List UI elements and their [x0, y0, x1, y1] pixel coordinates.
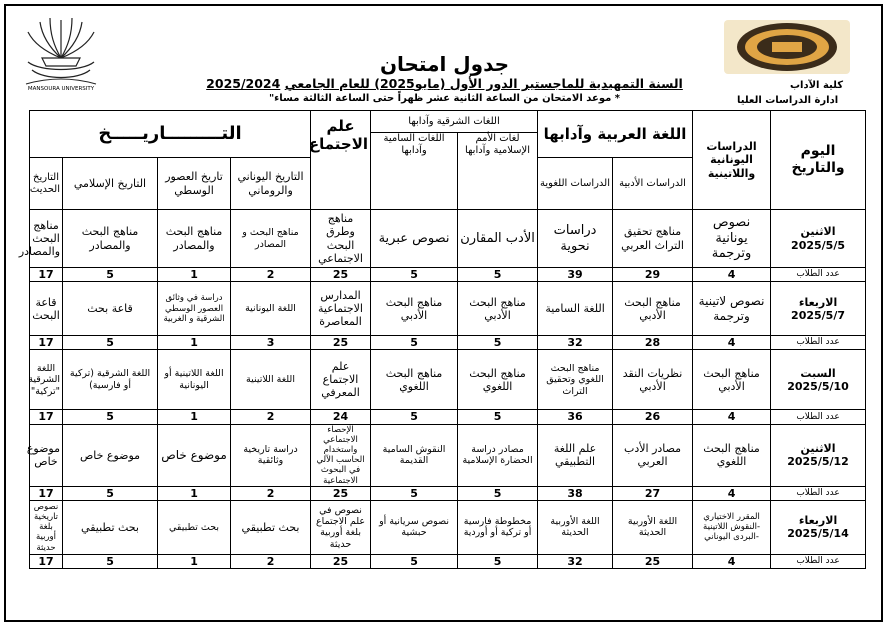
col-header-hist-islamic: التاريخ الإسلامي: [63, 158, 158, 210]
exam-subject: اللغة الشرقية "تركية": [30, 350, 63, 410]
col-header-arabic: اللغة العربية وآدابها: [538, 111, 693, 158]
col-header-hist-modern: التاريخ الحديث: [30, 158, 63, 210]
count-row: [30, 410, 866, 424]
student-count: 1: [158, 336, 231, 350]
col-header-semitic-langs: اللغات السامية وآدابها: [371, 133, 458, 210]
student-count: 2: [231, 410, 311, 424]
exam-subject: مناهج البحث الأدبي: [693, 350, 771, 410]
exam-subject: نصوص عبرية: [371, 210, 458, 268]
exam-subject: مناهج البحث والمصادر: [30, 210, 63, 268]
academic-year: 2025/2024: [206, 76, 281, 91]
exam-subject: دراسة تاريخية وثائقية: [231, 424, 311, 486]
student-count: 1: [158, 268, 231, 282]
student-count: 28: [613, 336, 693, 350]
student-count: 2: [231, 268, 311, 282]
day-date-cell: [771, 210, 866, 268]
student-count: 5: [63, 336, 158, 350]
student-count: 24: [311, 410, 371, 424]
col-header-hist-greek-roman: التاريخ اليوناني والروماني: [231, 158, 311, 210]
student-count: 4: [693, 336, 771, 350]
student-count: 2: [231, 486, 311, 500]
count-label: عدد الطلاب: [771, 410, 866, 424]
count-row: [30, 486, 866, 500]
student-count: 25: [311, 554, 371, 568]
exam-subject: مناهج البحث الأدبي: [371, 282, 458, 336]
exam-subject: اللغة الأوربية الحديثة: [613, 500, 693, 554]
exam-subject: الإحصاء الاجتماعي واستخدام الحاسب الآلي في البحوث الاجتماعية: [311, 424, 371, 486]
student-count: 38: [538, 486, 613, 500]
exam-time-note: * موعد الامتحان من الساعة الثانية عشر ظهراً حتى الساعة الثالثة مساء": [268, 93, 621, 104]
exam-subject: دراسات نحوية: [538, 210, 613, 268]
exam-subject: اللغة السامية: [538, 282, 613, 336]
table-row: [30, 350, 866, 410]
table-row: [30, 500, 866, 554]
day-name: الاربعاء: [798, 514, 838, 528]
student-count: 32: [538, 336, 613, 350]
faculty-name: كلية الآداب: [790, 80, 844, 91]
student-count: 5: [371, 336, 458, 350]
student-count: 5: [63, 486, 158, 500]
exam-subject: مصادر الأدب العربي: [613, 424, 693, 486]
col-header-greek-latin: الدراسات اليونانية واللاتينية: [693, 111, 771, 210]
exam-schedule-table: [18, 110, 866, 569]
student-count: 4: [693, 554, 771, 568]
exam-subject: بحث تطبيقي: [231, 500, 311, 554]
exam-subject: قاعة بحث: [63, 282, 158, 336]
col-header-eastern-langs: اللغات الشرقية وآدابها: [371, 111, 538, 133]
exam-subject: مناهج البحث والمصادر: [158, 210, 231, 268]
student-count: 25: [613, 554, 693, 568]
exam-date: 2025/5/14: [787, 527, 849, 541]
exam-subject: مصادر دراسة الحضارة الإسلامية: [458, 424, 538, 486]
col-header-hist-medieval: تاريخ العصور الوسطي: [158, 158, 231, 210]
exam-subject: مناهج البحث والمصادر: [63, 210, 158, 268]
exam-subject: نصوص لاتينية وترجمة: [693, 282, 771, 336]
subtitle-text: السنة التمهيدية للماجستير الدور الأول (مايو2025) للعام الجامعي: [284, 76, 683, 91]
exam-subject: مناهج البحث اللغوي: [371, 350, 458, 410]
exam-subject: قاعة البحث: [30, 282, 63, 336]
day-name: الاثنين: [800, 441, 836, 455]
day-name: الاربعاء: [798, 295, 838, 309]
day-date-cell: [771, 500, 866, 554]
exam-subject: مناهج البحث اللغوي: [693, 424, 771, 486]
table-row: [30, 424, 866, 486]
exam-subject: مناهج وطرق البحث الاجتماعي: [311, 210, 371, 268]
exam-subject: مخطوطة فارسية أو تركية أو أوردية: [458, 500, 538, 554]
exam-subject: نصوص سريانية أو حبشية: [371, 500, 458, 554]
exam-subject: مناهج تحقيق التراث العربي: [613, 210, 693, 268]
student-count: 25: [311, 486, 371, 500]
page-title: جدول امتحان: [379, 52, 510, 76]
exam-subject: اللغة اليونانية: [231, 282, 311, 336]
exam-date: 2025/5/7: [791, 308, 846, 322]
day-date-cell: [771, 424, 866, 486]
exam-date: 2025/5/10: [787, 379, 849, 393]
student-count: 2: [231, 554, 311, 568]
student-count: 17: [30, 410, 63, 424]
exam-subject: اللغة اللاتينية: [231, 350, 311, 410]
student-count: 3: [231, 336, 311, 350]
exam-subject: مناهج البحث اللغوي وتحقيق التراث: [538, 350, 613, 410]
col-header-sociology: علم الاجتماع: [311, 111, 371, 210]
student-count: 5: [458, 486, 538, 500]
exam-subject: النقوش السامية القديمة: [371, 424, 458, 486]
exam-subject: مناهج البحث الأدبي: [613, 282, 693, 336]
count-label: عدد الطلاب: [771, 554, 866, 568]
page-subtitle: [0, 76, 889, 91]
col-header-history: التـــــــــاريـــــخ: [30, 111, 311, 158]
exam-subject: موضوع خاص: [63, 424, 158, 486]
student-count: 25: [311, 336, 371, 350]
count-label: عدد الطلاب: [771, 486, 866, 500]
student-count: 5: [63, 268, 158, 282]
student-count: 5: [371, 268, 458, 282]
col-header-arabic-literary: الدراسات الأدبية: [613, 158, 693, 210]
table-row: [30, 210, 866, 268]
day-date-cell: [771, 282, 866, 336]
student-count: 26: [613, 410, 693, 424]
col-header-day: اليوم والتاريخ: [771, 111, 866, 210]
count-row: [30, 554, 866, 568]
student-count: 17: [30, 268, 63, 282]
exam-subject: علم الاجتماع المعرفي: [311, 350, 371, 410]
count-row: [30, 336, 866, 350]
student-count: 4: [693, 268, 771, 282]
exam-subject: موضوع خاص: [158, 424, 231, 486]
student-count: 5: [63, 554, 158, 568]
department-name: ادارة الدراسات العليا: [737, 95, 839, 106]
col-header-islamic-langs: لغات الأمم الإسلامية وآدابها: [458, 133, 538, 210]
exam-date: 2025/5/5: [791, 238, 846, 252]
svg-text:MANSOURA UNIVERSITY: MANSOURA UNIVERSITY: [27, 86, 95, 92]
student-count: 4: [693, 410, 771, 424]
student-count: 5: [458, 410, 538, 424]
student-count: 5: [63, 410, 158, 424]
exam-subject: اللغة الأوربية الحديثة: [538, 500, 613, 554]
student-count: 4: [693, 486, 771, 500]
student-count: 17: [30, 554, 63, 568]
student-count: 5: [371, 486, 458, 500]
student-count: 1: [158, 486, 231, 500]
exam-subject: نصوص في علم الاجتماع بلغة أوربية حديثة: [311, 500, 371, 554]
exam-subject: بحث تطبيقي: [63, 500, 158, 554]
student-count: 27: [613, 486, 693, 500]
day-name: الاثنين: [800, 225, 836, 239]
exam-subject: نصوص يونانية وترجمة: [693, 210, 771, 268]
count-row: [30, 268, 866, 282]
exam-date: 2025/5/12: [787, 455, 849, 469]
student-count: 5: [458, 268, 538, 282]
exam-subject: مناهج البحث اللغوي: [458, 350, 538, 410]
day-date-cell: [771, 350, 866, 410]
exam-subject: الأدب المقارن: [458, 210, 538, 268]
exam-subject: نصوص تاريخية بلغة أوربية حديثة: [30, 500, 63, 554]
student-count: 5: [458, 336, 538, 350]
exam-subject: المقرر الاختياري -النقوش اللاتينية -البردى اليوناني: [693, 500, 771, 554]
table-row: [30, 282, 866, 336]
student-count: 5: [371, 554, 458, 568]
exam-subject: علم اللغة التطبيقي: [538, 424, 613, 486]
exam-subject: اللغة الشرقية (تركية أو فارسية): [63, 350, 158, 410]
student-count: 17: [30, 336, 63, 350]
student-count: 36: [538, 410, 613, 424]
exam-subject: موضوع خاص: [30, 424, 63, 486]
student-count: 17: [30, 486, 63, 500]
exam-subject: دراسة في وثائق العصور الوسطي الشرقية و الغربية: [158, 282, 231, 336]
exam-subject: مناهج البحث و المصادر: [231, 210, 311, 268]
student-count: 29: [613, 268, 693, 282]
exam-subject: بحث تطبيقي: [158, 500, 231, 554]
exam-subject: مناهج البحث الأدبي: [458, 282, 538, 336]
day-name: السبت: [800, 366, 836, 380]
student-count: 5: [371, 410, 458, 424]
count-label: عدد الطلاب: [771, 268, 866, 282]
student-count: 25: [311, 268, 371, 282]
student-count: 1: [158, 554, 231, 568]
exam-subject: المدارس الاجتماعية المعاصرة: [311, 282, 371, 336]
exam-subject: اللغة اللاتينية أو اليونانية: [158, 350, 231, 410]
student-count: 32: [538, 554, 613, 568]
student-count: 5: [458, 554, 538, 568]
exam-subject: نظريات النقد الأدبي: [613, 350, 693, 410]
col-header-arabic-linguistic: الدراسات اللغوية: [538, 158, 613, 210]
count-label: عدد الطلاب: [771, 336, 866, 350]
student-count: 1: [158, 410, 231, 424]
student-count: 39: [538, 268, 613, 282]
